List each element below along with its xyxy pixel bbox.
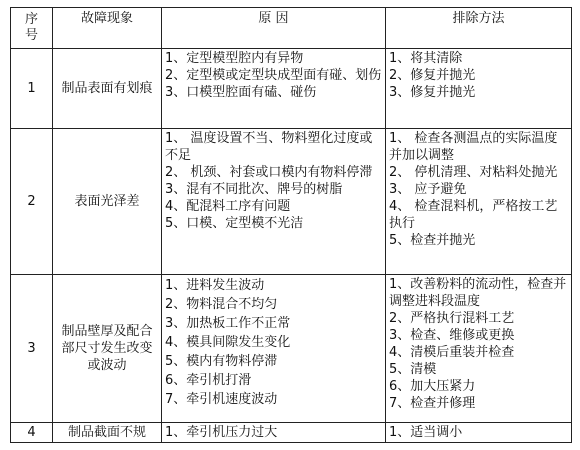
- row-solutions: [386, 49, 572, 129]
- cause-item: 1、牵引机压力过大: [165, 425, 278, 440]
- cause-item: 6、牵引机打滑: [165, 373, 252, 388]
- row-phenomenon: 制品表面有划痕: [53, 49, 162, 129]
- cause-item: 3、混有不同批次、牌号的树脂: [165, 182, 343, 197]
- cause-item: 4、配混料工序有问题: [165, 199, 291, 214]
- row-seq: 4: [11, 423, 53, 443]
- table-row: [11, 275, 572, 423]
- solution-item: 5、清模: [389, 362, 437, 377]
- row-solutions: [386, 423, 572, 443]
- cause-item: 5、模内有物料停滞: [165, 354, 278, 369]
- solution-item: 1、将其清除: [389, 51, 463, 66]
- table-row: [11, 49, 572, 129]
- cause-item: 3、加热板工作不正常: [165, 316, 291, 331]
- cause-item: 1、进料发生波动: [165, 278, 265, 293]
- solution-item: 1、 检查各测温点的实际温度并加以调整: [389, 131, 558, 163]
- row-solutions: [386, 275, 572, 423]
- solution-item: 4、清模后重装并检查: [389, 345, 515, 360]
- row-causes: [162, 129, 386, 275]
- header-cause: 原 因: [162, 8, 386, 49]
- row-phenomenon: 制品壁厚及配合部尺寸发生改变或波动: [53, 275, 162, 423]
- cause-item: 2、定型模或定型块成型面有碰、划伤: [165, 68, 382, 83]
- header-solution: 排除方法: [386, 8, 572, 49]
- solution-item: 1、适当调小: [389, 425, 463, 440]
- header-seq: 序 号: [11, 8, 53, 49]
- solution-item: 2、 停机清理、对粘料处抛光: [389, 165, 558, 180]
- solution-item: 5、检查并抛光: [389, 233, 476, 248]
- cause-item: 1、定型模型腔内有异物: [165, 51, 304, 66]
- table-header-row: [11, 8, 572, 49]
- solution-item: 2、修复并抛光: [389, 68, 476, 83]
- solution-item: 6、加大压紧力: [389, 379, 476, 394]
- solution-item: 7、检查并修理: [389, 396, 476, 411]
- cause-item: 4、模具间隙发生变化: [165, 335, 291, 350]
- row-seq: 3: [11, 275, 53, 423]
- solution-item: 3、检查、维修或更换: [389, 328, 515, 343]
- row-phenomenon: 表面光泽差: [53, 129, 162, 275]
- solution-item: 3、 应予避免: [389, 182, 467, 197]
- solution-item: 1、改善粉料的流动性，检查并调整进料段温度: [389, 277, 567, 309]
- solution-item: 3、修复并抛光: [389, 85, 476, 100]
- row-causes: [162, 49, 386, 129]
- cause-item: 5、口模、定型模不光洁: [165, 216, 304, 231]
- solution-item: 2、严格执行混料工艺: [389, 311, 515, 326]
- header-phenomenon: 故障现象: [53, 8, 162, 49]
- row-seq: 1: [11, 49, 53, 129]
- solution-item: 4、 检查混料机，严格按工艺执行: [389, 199, 558, 231]
- cause-item: 2、 机颈、衬套或口模内有物料停滞: [165, 165, 373, 180]
- row-solutions: [386, 129, 572, 275]
- cause-item: 7、牵引机速度波动: [165, 392, 278, 407]
- row-phenomenon: 制品截面不规: [53, 423, 162, 443]
- cause-item: 1、 温度设置不当、物料塑化过度或不足: [165, 131, 373, 163]
- table-row: [11, 423, 572, 443]
- row-causes: [162, 423, 386, 443]
- cause-item: 3、口模型腔面有磕、碰伤: [165, 85, 317, 100]
- fault-table: [10, 7, 572, 443]
- cause-item: 2、物料混合不均匀: [165, 297, 278, 312]
- row-seq: 2: [11, 129, 53, 275]
- row-causes: [162, 275, 386, 423]
- table-row: [11, 129, 572, 275]
